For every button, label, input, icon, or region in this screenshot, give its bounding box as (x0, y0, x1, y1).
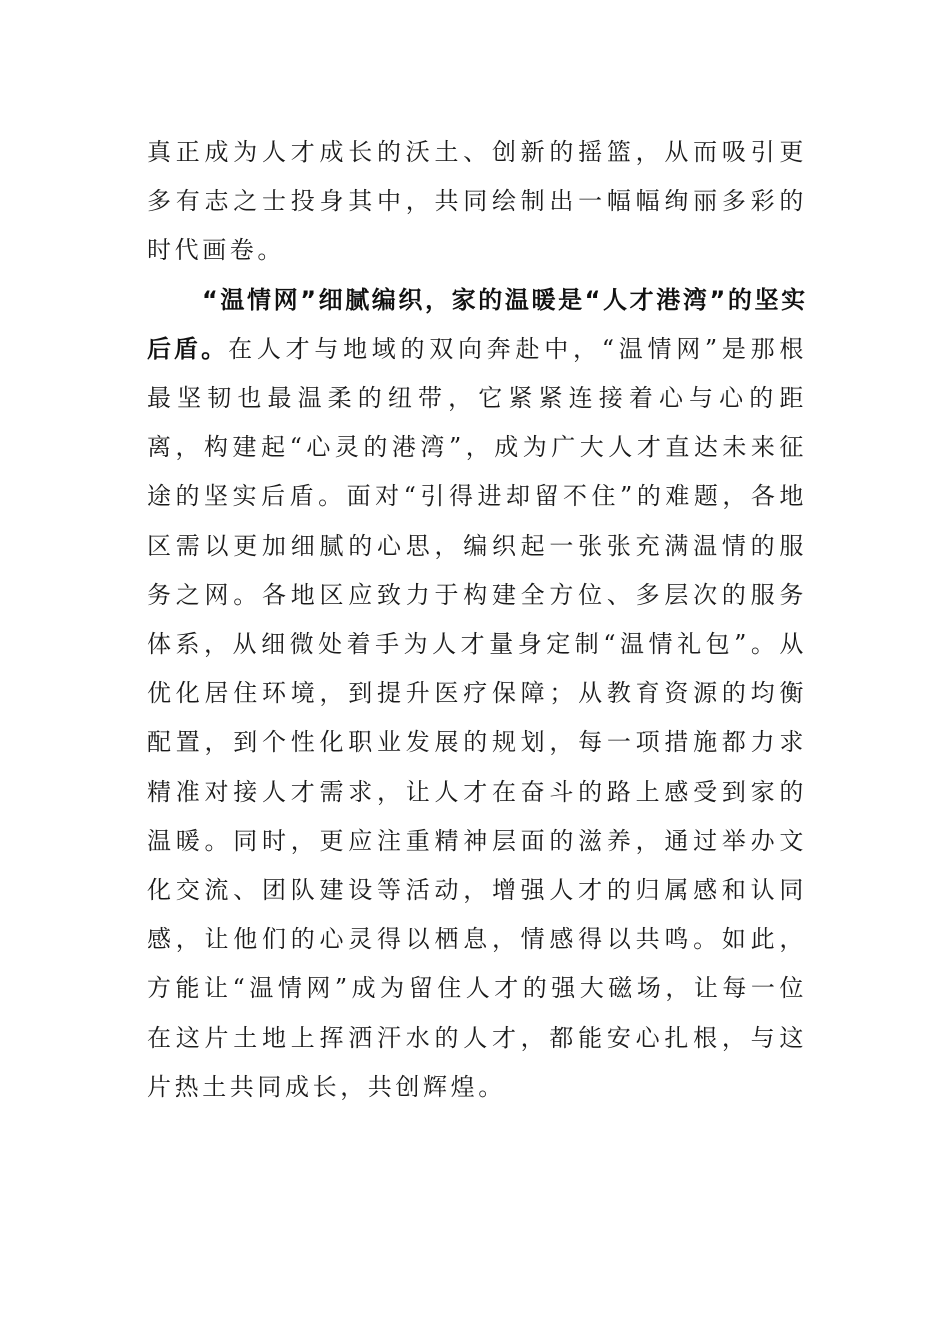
paragraph-heading: “温情网”细腻编织，家的温暖是“人才港湾”的坚实后盾。 (147, 285, 807, 363)
paragraph-warmth-network (147, 276, 807, 1112)
paragraph-body: 在人才与地域的双向奔赴中，“温情网”是那根最坚韧也最温柔的纽带，它紧紧连接着心与心的距离，构建起“心灵的港湾”，成为广大人才直达未来征途的坚实后盾。面对“引得进却留不住”的难题，各地区需以更加细腻的心思，编织起一张张充满温情的服务之网。各地区应致力于构建全方位、多层次的服务体系，从细微处着手为人才量身定制“温情礼包”。从优化居住环境，到提升医疗保障；从教育资源的均衡配置，到个性化职业发展的规划，每一项措施都力求精准对接人才需求，让人才在奋斗的路上感受到家的温暖。同时，更应注重精神层面的滋养，通过举办文化交流、团队建设等活动，增强人才的归属感和认同感，让他们的心灵得以栖息，情感得以共鸣。如此，方能让“温情网”成为留住人才的强大磁场，让每一位在这片土地上挥洒汗水的人才，都能安心扎根，与这片热土共同成长，共创辉煌。 (147, 334, 808, 1101)
document-body (147, 128, 807, 1112)
paragraph-continuation: 真正成为人才成长的沃土、创新的摇篮，从而吸引更多有志之士投身其中，共同绘制出一幅幅绚丽多彩的时代画卷。 (147, 138, 807, 265)
